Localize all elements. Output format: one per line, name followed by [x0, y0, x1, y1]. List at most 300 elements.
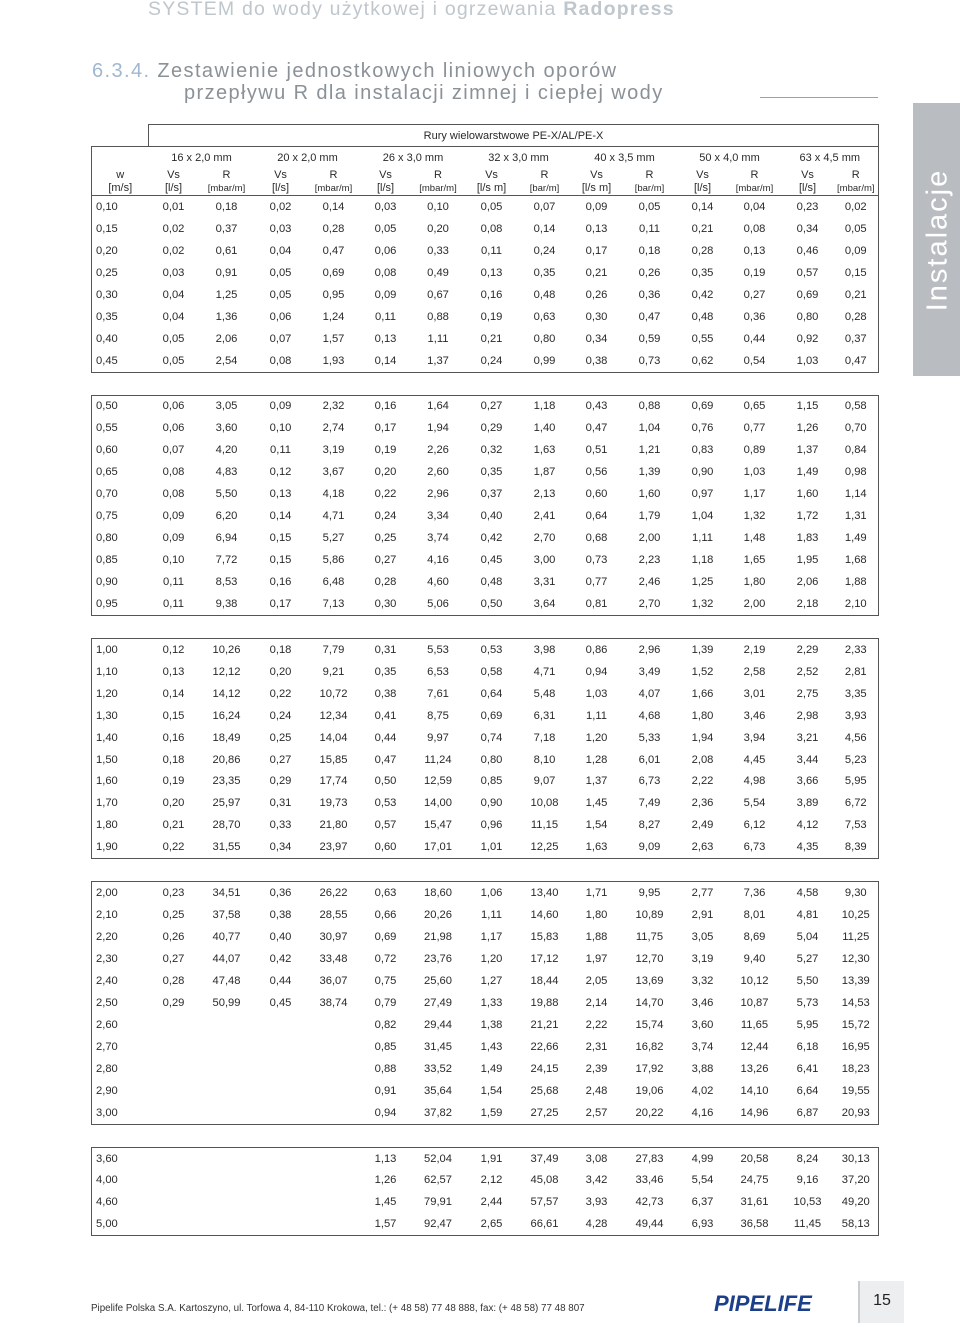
pipe-size-header: 50 x 4,0 mm	[699, 152, 760, 164]
value-cell: 0,31	[269, 797, 292, 810]
value-cell: 0,14	[322, 200, 345, 213]
value-cell: 1,18	[691, 554, 714, 567]
value-cell: 0,16	[162, 731, 185, 744]
value-cell: 15,83	[530, 931, 559, 944]
value-cell: 0,95	[322, 288, 345, 301]
value-cell: 3,00	[533, 554, 556, 567]
value-cell: 0,30	[361, 593, 411, 615]
value-cell: 0,05	[834, 218, 879, 240]
velocity-cell: 1,90	[92, 836, 149, 858]
value-cell: 0,13	[480, 266, 503, 279]
value-cell: 0,28	[834, 306, 879, 328]
table-row	[92, 904, 879, 926]
value-cell: 20,93	[834, 1102, 879, 1124]
column-header	[728, 169, 782, 196]
value-cell: 52,04	[411, 1147, 466, 1169]
column-header-name: Vs	[485, 169, 498, 181]
value-cell: 1,38	[480, 1018, 503, 1031]
value-cell: 0,42	[480, 532, 503, 545]
value-cell: 16,95	[834, 1036, 879, 1058]
value-cell: 0,01	[162, 200, 185, 213]
value-cell: 5,06	[411, 593, 466, 615]
value-cell	[199, 1191, 255, 1213]
value-cell: 3,67	[322, 466, 345, 479]
value-cell: 1,36	[215, 310, 238, 323]
velocity-cell: 1,20	[92, 683, 149, 705]
value-cell: 0,51	[585, 444, 608, 457]
value-cell: 4,71	[533, 665, 556, 678]
value-cell: 17,92	[635, 1062, 664, 1075]
value-cell: 0,25	[374, 532, 397, 545]
value-cell: 23,76	[424, 953, 452, 966]
value-cell: 3,64	[518, 593, 572, 615]
value-cell: 0,37	[834, 328, 879, 350]
velocity-cell: 1,30	[92, 705, 149, 727]
value-cell: 0,21	[691, 222, 714, 235]
value-cell: 26,22	[307, 882, 361, 904]
value-cell: 0,63	[533, 310, 556, 323]
value-cell: 0,15	[269, 554, 292, 567]
value-cell: 7,49	[638, 797, 661, 810]
value-cell: 0,44	[743, 332, 766, 345]
velocity-cell: 2,00	[92, 882, 149, 904]
value-cell: 5,33	[638, 731, 661, 744]
value-cell: 1,93	[307, 350, 361, 372]
velocity-cell: 2,10	[92, 904, 149, 926]
value-cell: 5,04	[796, 931, 819, 944]
value-cell: 12,70	[635, 953, 664, 966]
value-cell: 23,35	[212, 775, 241, 788]
value-cell: 14,10	[740, 1084, 769, 1097]
value-cell: 9,97	[427, 731, 449, 744]
table-row	[92, 240, 879, 262]
pipe-size-header: 40 x 3,5 mm	[594, 152, 655, 164]
value-cell: 2,22	[585, 1018, 608, 1031]
value-cell: 2,57	[572, 1102, 622, 1124]
value-cell: 23,97	[307, 836, 361, 858]
value-cell: 0,54	[728, 350, 782, 372]
column-header-row	[92, 169, 879, 196]
value-cell: 0,36	[255, 882, 307, 904]
value-cell: 25,97	[212, 797, 241, 810]
column-header-unit: [mbar/m]	[837, 183, 875, 194]
value-cell: 0,09	[162, 510, 185, 523]
value-cell: 1,87	[533, 466, 556, 479]
value-cell: 4,12	[796, 819, 819, 832]
value-cell: 16,24	[212, 709, 241, 722]
value-cell: 0,14	[269, 510, 292, 523]
value-cell: 3,05	[199, 395, 255, 417]
value-cell: 1,03	[743, 466, 766, 479]
value-cell: 0,69	[678, 395, 728, 417]
column-header	[622, 169, 678, 196]
value-cell: 0,15	[162, 709, 185, 722]
column-header	[782, 169, 834, 196]
table-row	[92, 328, 879, 350]
value-cell: 2,00	[728, 593, 782, 615]
table-row	[92, 705, 879, 727]
value-cell: 3,08	[572, 1147, 622, 1169]
page-header	[148, 0, 675, 21]
value-cell: 2,00	[638, 532, 661, 545]
table-row	[92, 814, 879, 836]
value-cell: 1,57	[322, 332, 345, 345]
value-cell: 10,72	[319, 687, 348, 700]
value-cell: 0,20	[269, 665, 292, 678]
value-cell: 0,99	[518, 350, 572, 372]
value-cell: 1,91	[466, 1147, 518, 1169]
value-cell: 1,88	[834, 571, 879, 593]
value-cell	[255, 1147, 307, 1169]
value-cell: 1,33	[480, 996, 503, 1009]
value-cell	[149, 1036, 199, 1058]
value-cell: 0,24	[533, 244, 556, 257]
value-cell: 0,63	[361, 882, 411, 904]
value-cell: 0,53	[374, 797, 397, 810]
table-row	[92, 771, 879, 793]
column-header-name: R	[222, 169, 231, 181]
value-cell: 0,27	[374, 554, 397, 567]
value-cell: 11,24	[424, 753, 452, 766]
value-cell: 5,95	[834, 771, 879, 793]
value-cell: 5,48	[533, 687, 556, 700]
value-cell: 0,46	[796, 244, 819, 257]
value-cell: 22,66	[530, 1040, 559, 1053]
value-cell: 0,62	[678, 350, 728, 372]
value-cell: 0,27	[269, 753, 292, 766]
value-cell: 19,88	[530, 996, 559, 1009]
value-cell: 9,95	[622, 882, 678, 904]
value-cell: 0,65	[728, 395, 782, 417]
value-cell: 62,57	[424, 1174, 452, 1187]
value-cell: 0,91	[215, 266, 238, 279]
value-cell: 0,08	[743, 222, 766, 235]
footer-address: Pipelife Polska S.A. Kartoszyno, ul. Torfowa 4, 84-110 Krokowa, tel.: (+ 48 58) 77 48 888, fax: (+ 48 58) 77 48 807	[91, 1303, 585, 1314]
column-header-name: R	[434, 169, 442, 181]
value-cell: 8,10	[533, 753, 556, 766]
velocity-cell: 0,70	[92, 483, 149, 505]
table-row	[92, 461, 879, 483]
table-row	[92, 350, 879, 372]
value-cell: 27,83	[622, 1147, 678, 1169]
table-row	[92, 992, 879, 1014]
value-cell: 0,73	[622, 350, 678, 372]
velocity-cell: 1,40	[92, 727, 149, 749]
value-cell: 4,98	[743, 775, 766, 788]
value-cell: 29,44	[424, 1018, 452, 1031]
value-cell: 0,90	[480, 797, 503, 810]
value-cell: 0,08	[162, 488, 185, 501]
value-cell: 0,11	[375, 310, 396, 323]
table-row	[92, 395, 879, 417]
value-cell: 6,01	[638, 753, 661, 766]
value-cell: 30,13	[834, 1147, 879, 1169]
value-cell: 0,09	[374, 288, 397, 301]
table-row	[92, 417, 879, 439]
table-row	[92, 306, 879, 328]
value-cell: 2,96	[427, 488, 449, 501]
gap-cell	[92, 615, 879, 638]
value-cell: 33,48	[319, 953, 348, 966]
value-cell: 15,72	[834, 1014, 879, 1036]
value-cell: 8,24	[782, 1147, 834, 1169]
value-cell: 0,45	[269, 996, 292, 1009]
value-cell: 3,93	[585, 1196, 608, 1209]
value-cell	[149, 1014, 199, 1036]
value-cell: 0,06	[149, 395, 199, 417]
value-cell: 0,19	[374, 444, 397, 457]
value-cell: 10,53	[793, 1196, 822, 1209]
value-cell: 0,09	[255, 395, 307, 417]
velocity-cell: 0,30	[92, 284, 149, 306]
value-cell: 1,80	[691, 709, 714, 722]
value-cell: 11,65	[740, 1018, 769, 1031]
value-cell: 1,48	[743, 532, 766, 545]
value-cell: 6,93	[678, 1213, 728, 1235]
table-row	[92, 1080, 879, 1102]
value-cell: 0,47	[322, 244, 345, 257]
value-cell: 2,63	[678, 836, 728, 858]
velocity-cell: 2,50	[92, 992, 149, 1014]
value-cell: 1,17	[743, 488, 766, 501]
value-cell: 2,46	[638, 575, 661, 588]
velocity-cell: 0,65	[92, 461, 149, 483]
value-cell: 12,59	[424, 775, 452, 788]
value-cell: 1,27	[480, 974, 503, 987]
column-header	[92, 169, 149, 196]
velocity-cell: 1,50	[92, 749, 149, 771]
value-cell: 0,91	[374, 1084, 397, 1097]
velocity-cell: 1,80	[92, 814, 149, 836]
value-cell: 11,45	[782, 1213, 834, 1235]
value-cell: 0,05	[638, 200, 661, 213]
value-cell: 0,13	[374, 332, 397, 345]
table-row	[92, 727, 879, 749]
value-cell: 1,11	[481, 909, 502, 922]
table-row	[92, 970, 879, 992]
column-header-unit: [l/s]	[693, 182, 712, 194]
value-cell: 1,01	[466, 836, 518, 858]
velocity-cell: 1,70	[92, 792, 149, 814]
column-header	[518, 169, 572, 196]
value-cell: 2,39	[585, 1062, 608, 1075]
value-cell	[255, 1080, 307, 1102]
value-cell: 0,57	[796, 266, 819, 279]
value-cell	[255, 1170, 307, 1192]
value-cell: 0,06	[269, 310, 292, 323]
pipelife-logo	[712, 1289, 844, 1317]
value-cell: 1,60	[638, 488, 661, 501]
value-cell: 21,98	[424, 931, 452, 944]
value-cell: 1,37	[585, 775, 608, 788]
column-header-unit: [bar/m]	[529, 183, 560, 194]
column-header	[199, 169, 255, 196]
value-cell: 1,25	[215, 288, 238, 301]
value-cell: 4,20	[215, 444, 238, 457]
value-cell: 2,31	[585, 1040, 608, 1053]
value-cell: 18,49	[212, 731, 241, 744]
value-cell	[199, 1102, 255, 1124]
value-cell: 0,40	[480, 510, 503, 523]
value-cell: 0,90	[691, 466, 714, 479]
table-row	[92, 571, 879, 593]
table-row	[92, 1213, 879, 1235]
value-cell: 6,20	[215, 510, 238, 523]
value-cell: 10,87	[740, 996, 769, 1009]
value-cell: 0,30	[585, 310, 608, 323]
table-row	[92, 683, 879, 705]
value-cell: 3,34	[427, 510, 449, 523]
velocity-cell: 2,20	[92, 926, 149, 948]
value-cell: 1,80	[585, 909, 608, 922]
value-cell: 14,53	[834, 992, 879, 1014]
value-cell: 1,26	[796, 422, 819, 435]
value-cell: 3,31	[533, 575, 556, 588]
value-cell: 1,37	[411, 350, 466, 372]
table-row	[92, 1014, 879, 1036]
velocity-cell: 0,95	[92, 593, 149, 615]
value-cell: 1,39	[678, 638, 728, 660]
value-cell: 1,54	[585, 819, 608, 832]
value-cell: 0,20	[427, 222, 449, 235]
column-header-name: R	[851, 169, 860, 181]
value-cell: 4,99	[678, 1147, 728, 1169]
value-cell: 0,50	[374, 775, 397, 788]
column-header-unit: [l/s]	[798, 182, 817, 194]
value-cell: 0,05	[269, 288, 292, 301]
value-cell: 0,17	[585, 244, 608, 257]
value-cell: 37,58	[212, 909, 241, 922]
value-cell: 0,47	[374, 753, 397, 766]
velocity-cell: 3,60	[92, 1147, 149, 1169]
value-cell: 1,94	[427, 422, 449, 435]
value-cell	[307, 1080, 361, 1102]
value-cell: 1,59	[466, 1102, 518, 1124]
table-row	[92, 836, 879, 858]
value-cell: 6,72	[834, 792, 879, 814]
value-cell: 1,57	[361, 1213, 411, 1235]
pipe-size-header: 26 x 3,0 mm	[382, 152, 444, 164]
value-cell: 4,16	[678, 1102, 728, 1124]
value-cell: 1,03	[782, 350, 834, 372]
value-cell: 0,26	[638, 266, 661, 279]
value-cell: 0,27	[743, 288, 766, 301]
value-cell	[307, 1213, 361, 1235]
value-cell: 1,97	[585, 953, 608, 966]
value-cell: 0,08	[255, 350, 307, 372]
value-cell: 10,26	[199, 638, 255, 660]
column-header-name: w	[116, 169, 125, 181]
column-header-name: R	[750, 169, 759, 181]
value-cell: 58,13	[834, 1213, 879, 1235]
header-title: SYSTEM do wody użytkowej i ogrzewania	[148, 0, 564, 20]
value-cell: 2,98	[796, 709, 819, 722]
value-cell: 0,41	[374, 709, 397, 722]
value-cell: 0,60	[361, 836, 411, 858]
value-cell: 12,44	[740, 1040, 769, 1053]
value-cell: 3,60	[215, 422, 238, 435]
value-cell: 0,89	[743, 444, 766, 457]
value-cell: 7,72	[215, 554, 238, 567]
value-cell: 8,27	[638, 819, 661, 832]
table-row	[92, 527, 879, 549]
column-header-unit: [l/s m]	[581, 182, 612, 194]
value-cell: 1,79	[638, 510, 661, 523]
value-cell: 0,28	[374, 575, 397, 588]
page-number-box	[858, 1281, 904, 1323]
value-cell: 0,43	[572, 395, 622, 417]
table-row	[92, 638, 879, 660]
value-cell: 0,38	[572, 350, 622, 372]
section-title-line2: przepływu R dla instalacji zimnej i ciepłej wody	[184, 82, 664, 104]
value-cell: 0,19	[743, 266, 766, 279]
value-cell: 0,08	[162, 466, 185, 479]
value-cell: 4,68	[638, 709, 661, 722]
column-header-name: Vs	[801, 169, 814, 181]
value-cell: 37,82	[411, 1102, 466, 1124]
value-cell: 17,74	[319, 775, 348, 788]
value-cell: 1,95	[796, 554, 819, 567]
value-cell: 1,68	[834, 549, 879, 571]
value-cell: 1,39	[638, 466, 661, 479]
value-cell: 0,07	[533, 200, 556, 213]
value-cell: 12,30	[834, 948, 879, 970]
table-caption: Rury wielowarstwowe PE-X/AL/PE-X	[149, 125, 879, 147]
value-cell: 0,02	[269, 200, 292, 213]
resistance-table	[91, 124, 879, 1236]
pipe-size-header: 16 x 2,0 mm	[171, 152, 232, 164]
value-cell: 0,29	[162, 996, 185, 1009]
value-cell: 4,28	[572, 1213, 622, 1235]
value-cell: 0,11	[639, 222, 660, 235]
value-cell: 0,59	[638, 332, 661, 345]
value-cell: 1,54	[480, 1084, 503, 1097]
value-cell	[199, 1058, 255, 1080]
value-cell: 3,93	[834, 705, 879, 727]
value-cell: 0,75	[374, 974, 397, 987]
value-cell: 0,96	[480, 819, 503, 832]
value-cell: 7,53	[834, 814, 879, 836]
value-cell: 5,53	[411, 638, 466, 660]
column-header	[466, 169, 518, 196]
value-cell: 2,60	[427, 466, 449, 479]
value-cell: 0,94	[585, 665, 608, 678]
value-cell: 3,74	[427, 532, 449, 545]
section-title-line1: Zestawienie jednostkowych liniowych oporów	[157, 60, 618, 82]
value-cell: 0,11	[163, 575, 184, 588]
value-cell: 1,64	[411, 395, 466, 417]
value-cell: 11,75	[635, 931, 664, 944]
table-row	[92, 483, 879, 505]
svg-text:PIPELIFE: PIPELIFE	[714, 1291, 812, 1316]
value-cell: 0,55	[691, 332, 714, 345]
value-cell: 2,29	[782, 638, 834, 660]
value-cell	[149, 1102, 199, 1124]
column-header-unit: [mbar/m]	[314, 183, 353, 194]
value-cell: 49,44	[622, 1213, 678, 1235]
value-cell: 0,44	[374, 731, 397, 744]
velocity-cell: 5,00	[92, 1213, 149, 1235]
value-cell: 9,16	[796, 1174, 819, 1187]
value-cell: 2,75	[796, 687, 819, 700]
value-cell: 0,10	[269, 422, 292, 435]
velocity-cell: 3,00	[92, 1102, 149, 1124]
value-cell	[255, 1036, 307, 1058]
value-cell: 13,69	[635, 974, 664, 987]
column-header-name: Vs	[379, 169, 392, 181]
value-cell: 7,18	[533, 731, 556, 744]
value-cell: 0,16	[269, 575, 292, 588]
